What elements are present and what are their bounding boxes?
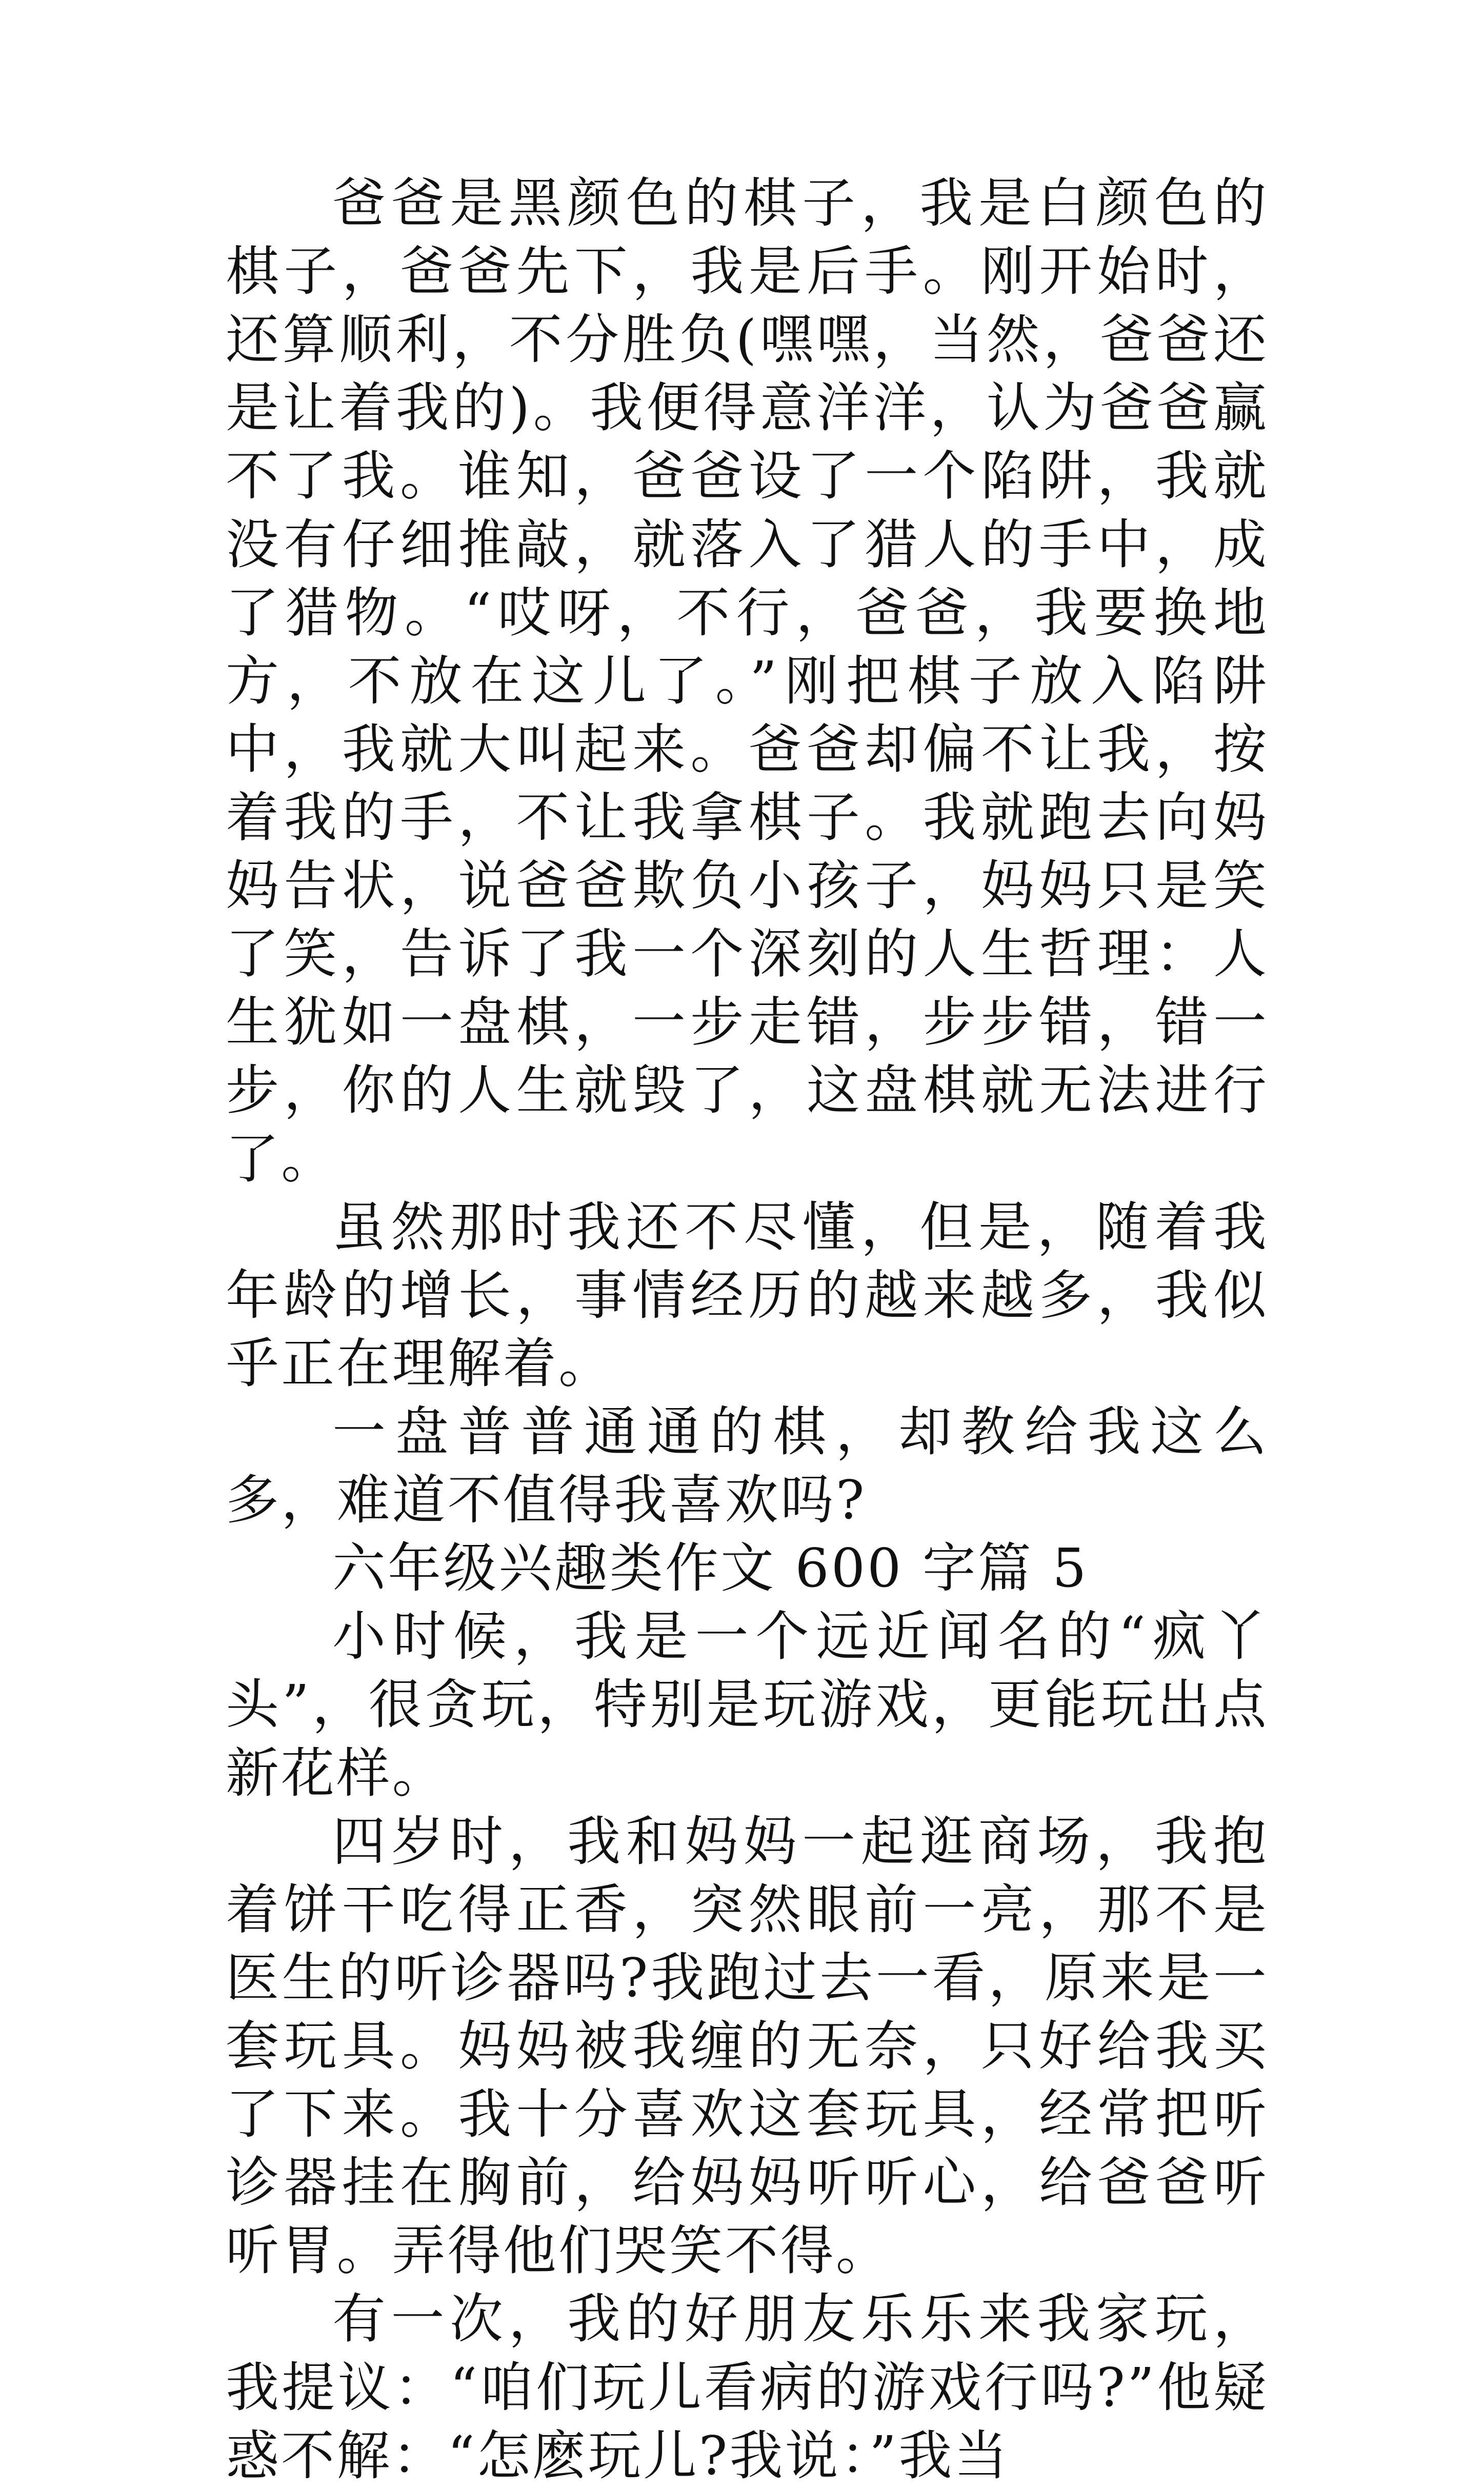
paragraph: 小时候，我是一个远近闻名的“疯丫头”，很贪玩，特别是玩游戏，更能玩出点新花样。 bbox=[226, 1605, 1269, 1804]
paragraph: 爸爸是黑颜色的棋子，我是白颜色的棋子，爸爸先下，我是后手。刚开始时，还算顺利，不分胜负(嘿嘿，当然，爸爸还是让着我的)。我便得意洋洋，认为爸爸赢不了我。谁知，爸爸设了一个陷阱，我就没有仔细推敲，就落入了猎人的手中，成了猎物。“哎呀，不行，爸爸，我要换地方，不放在这儿了。”刚把棋子放入陷阱中，我就大叫起来。爸爸却偏不让我，按着我的手，不让我拿棋子。我就跑去向妈妈告状，说爸爸欺负小孩子，妈妈只是笑了笑，告诉了我一个深刻的人生哲理：人生犹如一盘棋，一步走错，步步错，错一步，你的人生就毁了，这盘棋就无法进行了。 bbox=[226, 172, 1269, 1190]
paragraph: 有一次，我的好朋友乐乐来我家玩，我提议：“咱们玩儿看病的游戏行吗?”他疑惑不解：“怎麽玩儿?我说：”我当 bbox=[226, 2287, 1269, 2487]
paragraph: 虽然那时我还不尽懂，但是，随着我年龄的增长，事情经历的越来越多，我似乎正在理解着。 bbox=[226, 1195, 1269, 1395]
paragraph: 一盘普普通通的棋，却教给我这么多，难道不值得我喜欢吗? bbox=[226, 1400, 1269, 1532]
section-heading: 六年级兴趣类作文 600 字篇 5 bbox=[332, 1537, 1089, 1600]
paragraph: 四岁时，我和妈妈一起逛商场，我抱着饼干吃得正香，突然眼前一亮，那不是医生的听诊器吗?我跑过去一看，原来是一套玩具。妈妈被我缠的无奈，只好给我买了下来。我十分喜欢这套玩具，经常把听诊器挂在胸前，给妈妈听听心，给爸爸听听胃。弄得他们哭笑不得。 bbox=[226, 1810, 1269, 2282]
text-column bbox=[226, 169, 1269, 2490]
